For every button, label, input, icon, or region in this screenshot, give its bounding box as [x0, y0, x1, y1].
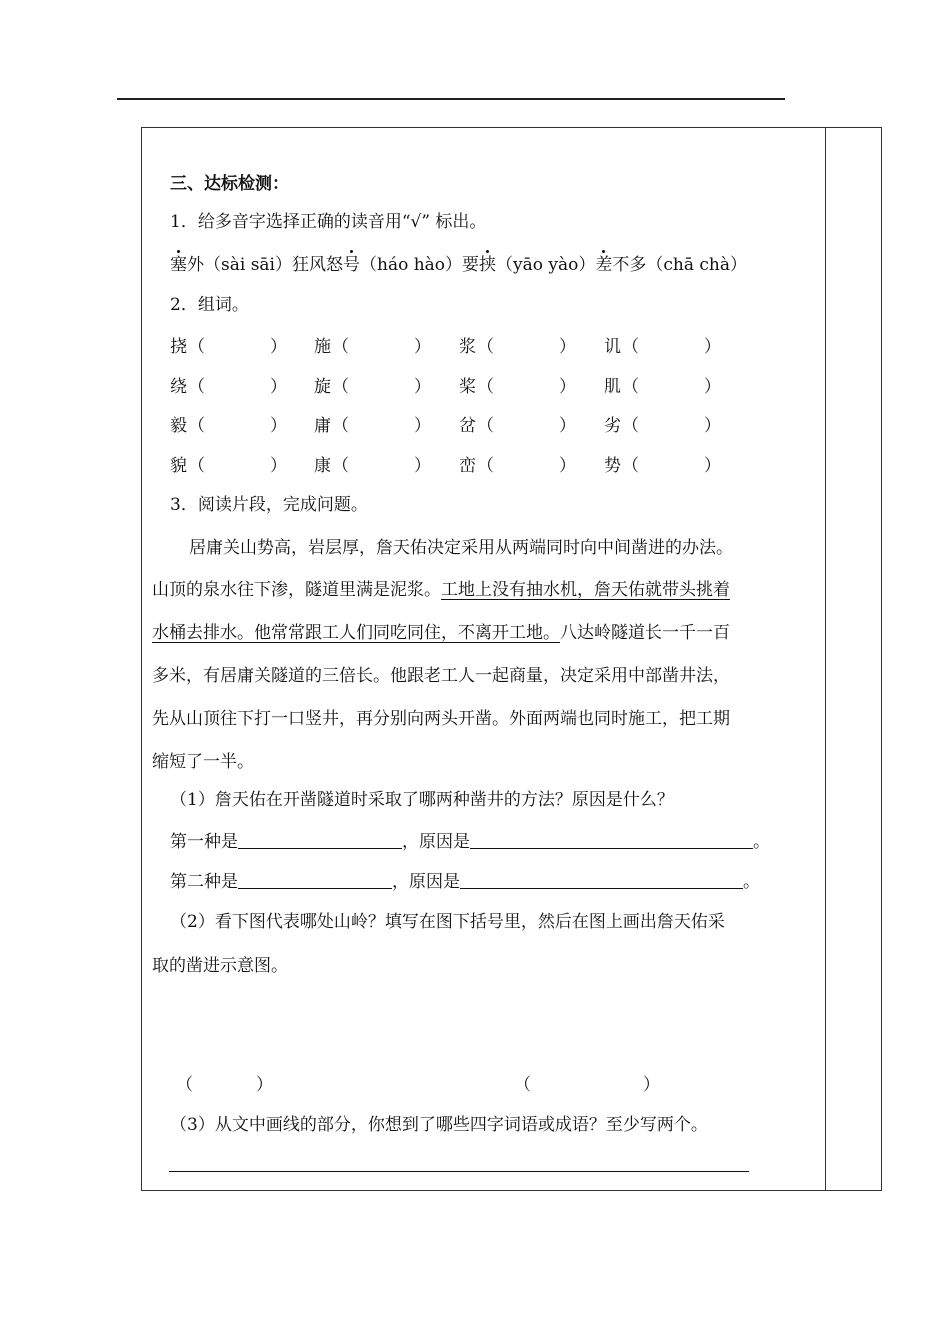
passage-line-5: 先从山顶往下打一口竖井，再分别向两头开凿。外面两端也同时施工，把工期	[152, 709, 730, 729]
q2-char: 康	[314, 456, 331, 476]
q2-char: 肌	[604, 377, 621, 397]
paren-open: （	[332, 456, 349, 476]
q1-item-4: 差不多（chā chà）	[595, 255, 748, 275]
q2-char: 峦	[459, 456, 476, 476]
passage-line-6: 缩短了一半。	[152, 752, 254, 772]
mountain-label-paren-open: （	[514, 1075, 531, 1095]
q2-char: 势	[604, 456, 621, 476]
paren-open: （	[622, 456, 639, 476]
sub3-question: （3）从文中画线的部分，你想到了哪些四字词语或成语？至少写两个。	[170, 1115, 708, 1135]
answer-blank[interactable]	[238, 834, 402, 849]
q1-items	[170, 257, 747, 274]
paren-open: （	[477, 377, 494, 397]
answer-blank[interactable]	[238, 874, 392, 889]
paren-open: （	[332, 377, 349, 397]
q1-item-2: 狂风怒号（háo hào）	[292, 255, 463, 275]
worksheet-table	[141, 127, 882, 1191]
paren-close: ）	[559, 416, 576, 436]
passage-line-3: 水桶去排水。他常常跟工人们同吃同住，不离开工地。八达岭隧道长一千一百	[152, 623, 730, 643]
paren-close: ）	[704, 456, 721, 476]
q1-prompt: 1．给多音字选择正确的读音用“√” 标出。	[170, 212, 487, 232]
q2-char: 桨	[459, 377, 476, 397]
q2-char: 毅	[170, 416, 187, 436]
passage-line-4: 多米，有居庸关隧道的三倍长。他跟老工人一起商量，决定采用中部凿井法，	[152, 666, 730, 686]
answer-blank[interactable]	[460, 874, 743, 889]
paren-close: ）	[559, 377, 576, 397]
paren-open: （	[622, 337, 639, 357]
passage-line-1: 居庸关山势高，岩层厚，詹天佑决定采用从两端同时向中间凿进的办法。	[189, 538, 733, 558]
paren-close: ）	[704, 416, 721, 436]
paren-open: （	[188, 377, 205, 397]
q2-char: 施	[314, 337, 331, 357]
mountain-label-paren-close: ）	[256, 1075, 273, 1095]
paren-close: ）	[559, 337, 576, 357]
sub1-second-answer: 第二种是 ，原因是 。	[170, 872, 760, 892]
paren-close: ）	[270, 377, 287, 397]
underlined-sentence: 水桶去排水。他常常跟工人们同吃同住，不离开工地。	[152, 623, 560, 643]
paren-close: ）	[270, 416, 287, 436]
q1-item-3: 要挟（yāo yào）	[462, 255, 596, 275]
paren-close: ）	[270, 456, 287, 476]
q2-char: 绕	[170, 377, 187, 397]
paren-open: （	[622, 416, 639, 436]
passage-line-2: 山顶的泉水往下渗，隧道里满是泥浆。工地上没有抽水机，詹天佑就带头挑着	[152, 580, 730, 600]
paren-close: ）	[704, 337, 721, 357]
paren-open: （	[477, 416, 494, 436]
sub1-question: （1）詹天佑在开凿隧道时采取了哪两种凿井的方法？原因是什么？	[170, 790, 674, 810]
q2-char: 劣	[604, 416, 621, 436]
q2-char: 庸	[314, 416, 331, 436]
paren-close: ）	[270, 337, 287, 357]
paren-close: ）	[414, 337, 431, 357]
paren-close: ）	[559, 456, 576, 476]
table-column-divider	[825, 127, 826, 1191]
paren-open: （	[622, 377, 639, 397]
q2-prompt: 2．组词。	[170, 295, 249, 315]
sub1-first-answer: 第一种是 ，原因是 。	[170, 832, 770, 852]
q2-char: 讥	[604, 337, 621, 357]
paren-open: （	[188, 456, 205, 476]
q2-char: 岔	[459, 416, 476, 436]
sub3-answer-line[interactable]	[169, 1171, 749, 1172]
paren-close: ）	[414, 416, 431, 436]
sub2-question-line-2: 取的凿进示意图。	[152, 956, 288, 976]
paren-open: （	[188, 337, 205, 357]
answer-blank[interactable]	[470, 834, 753, 849]
paren-close: ）	[414, 377, 431, 397]
mountain-label-paren-open: （	[176, 1075, 193, 1095]
q3-prompt: 3．阅读片段，完成问题。	[170, 495, 368, 515]
paren-close: ）	[414, 456, 431, 476]
mountain-label-paren-close: ）	[643, 1075, 660, 1095]
paren-open: （	[188, 416, 205, 436]
sub2-question-line-1: （2）看下图代表哪处山岭？填写在图下括号里，然后在图上画出詹天佑采	[170, 912, 725, 932]
paren-open: （	[477, 337, 494, 357]
paren-open: （	[332, 416, 349, 436]
q2-char: 旋	[314, 377, 331, 397]
q1-item-1: 塞外（sài sāi）	[170, 255, 292, 275]
paren-open: （	[332, 337, 349, 357]
q2-char: 貌	[170, 456, 187, 476]
paren-open: （	[477, 456, 494, 476]
section-title: 三、达标检测：	[170, 174, 289, 194]
underlined-sentence: 工地上没有抽水机，詹天佑就带头挑着	[441, 580, 730, 600]
paren-close: ）	[704, 377, 721, 397]
header-rule	[117, 98, 785, 100]
q2-char: 浆	[459, 337, 476, 357]
q2-char: 挠	[170, 337, 187, 357]
